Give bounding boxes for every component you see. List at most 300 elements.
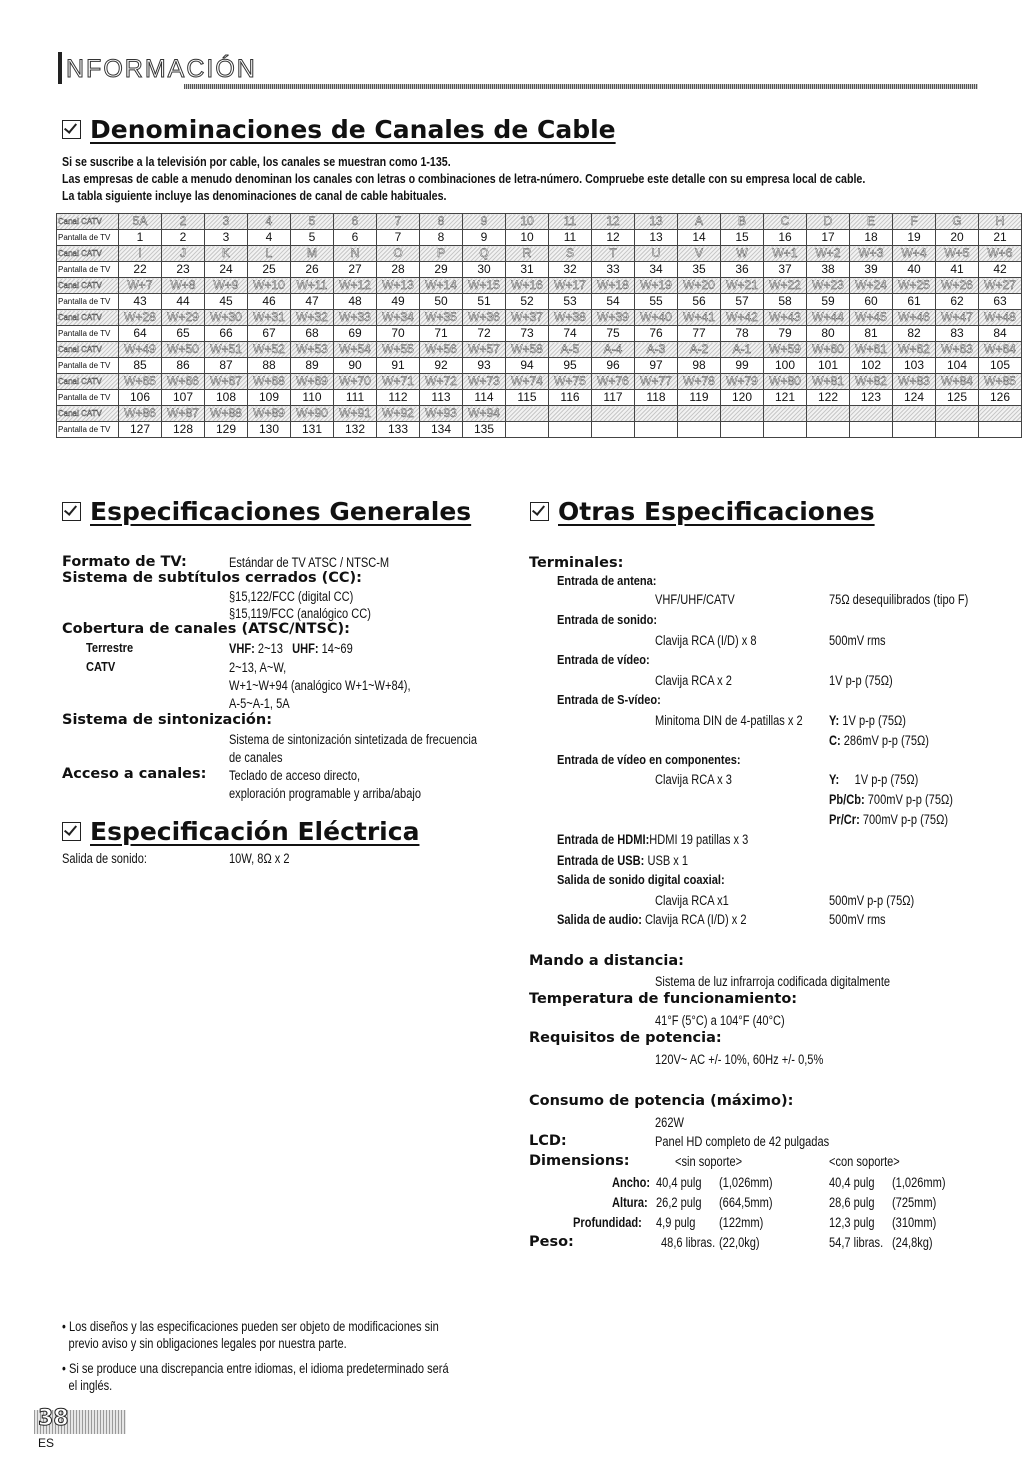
note: • Si se produce una discrepancia entre idiomas, el idioma predeterminado será el inglés. bbox=[62, 1361, 449, 1393]
tv-channel-cell: 65 bbox=[162, 326, 205, 342]
tv-channel-cell: 67 bbox=[248, 326, 291, 342]
catv-channel-cell: A-5 bbox=[549, 342, 592, 358]
tv-channel-cell: 103 bbox=[893, 358, 936, 374]
audio-in-label: Entrada de sonido: bbox=[557, 612, 658, 627]
catv-channel-cell: 9 bbox=[463, 214, 506, 230]
row-label: Pantalla de TV bbox=[57, 294, 119, 310]
catv-channel-cell: W+55 bbox=[377, 342, 420, 358]
tv-channel-cell: 120 bbox=[721, 390, 764, 406]
catv-channel-cell: 2 bbox=[162, 214, 205, 230]
access-value: Teclado de acceso directo, bbox=[229, 768, 361, 783]
catv-channel-cell: W+22 bbox=[764, 278, 807, 294]
tv-channel-cell: 48 bbox=[334, 294, 377, 310]
catv-channel-cell: 5 bbox=[291, 214, 334, 230]
tv-channel-cell bbox=[764, 422, 807, 438]
catv-channel-cell: W+28 bbox=[119, 310, 162, 326]
catv-channel-cell: W+83 bbox=[893, 374, 936, 390]
tv-channel-cell: 58 bbox=[764, 294, 807, 310]
tv-channel-cell: 97 bbox=[635, 358, 678, 374]
catv-channel-cell bbox=[549, 406, 592, 422]
power-req-value: 120V~ AC +/- 10%, 60Hz +/- 0,5% bbox=[655, 1052, 824, 1067]
tv-channel-cell: 79 bbox=[764, 326, 807, 342]
tv-channel-cell: 130 bbox=[248, 422, 291, 438]
catv-channel-cell: W+93 bbox=[420, 406, 463, 422]
tv-channel-cell: 57 bbox=[721, 294, 764, 310]
catv-channel-cell: W+12 bbox=[334, 278, 377, 294]
catv-channel-cell: W+84 bbox=[936, 374, 979, 390]
catv-channel-cell: W+72 bbox=[420, 374, 463, 390]
tv-channel-cell: 69 bbox=[334, 326, 377, 342]
catv-channel-cell: W+10 bbox=[248, 278, 291, 294]
catv-row bbox=[57, 246, 1022, 262]
power-req-label: Requisitos de potencia: bbox=[529, 1030, 722, 1046]
tv-channel-cell: 126 bbox=[979, 390, 1022, 406]
coax-spec: 500mV p-p (75Ω) bbox=[829, 893, 915, 908]
catv-channel-cell: W+65 bbox=[119, 374, 162, 390]
svideo-c: C: 286mV p-p (75Ω) bbox=[829, 733, 929, 748]
catv-channel-cell: O bbox=[377, 246, 420, 262]
tv-channel-cell: 60 bbox=[850, 294, 893, 310]
catv-channel-cell: W+38 bbox=[549, 310, 592, 326]
remote-label: Mando a distancia: bbox=[529, 953, 684, 969]
catv-channel-cell: W+79 bbox=[721, 374, 764, 390]
catv-channel-cell: W+64 bbox=[979, 342, 1022, 358]
tv-channel-cell bbox=[850, 422, 893, 438]
tv-channel-cell: 41 bbox=[936, 262, 979, 278]
tv-channel-cell: 132 bbox=[334, 422, 377, 438]
tv-channel-cell: 100 bbox=[764, 358, 807, 374]
tv-channel-cell: 25 bbox=[248, 262, 291, 278]
tv-channel-cell: 92 bbox=[420, 358, 463, 374]
catv-channel-cell: D bbox=[807, 214, 850, 230]
catv-channel-cell: W+43 bbox=[764, 310, 807, 326]
catv-channel-cell: W+76 bbox=[592, 374, 635, 390]
catv-label: CATV bbox=[86, 659, 116, 674]
catv-channel-cell: W+82 bbox=[850, 374, 893, 390]
catv-channel-cell: M bbox=[291, 246, 334, 262]
catv-channel-cell: W+70 bbox=[334, 374, 377, 390]
catv-channel-cell: I bbox=[119, 246, 162, 262]
header-bar bbox=[58, 52, 62, 84]
catv-channel-cell: W+24 bbox=[850, 278, 893, 294]
tv-channel-cell: 21 bbox=[979, 230, 1022, 246]
catv-channel-cell: 6 bbox=[334, 214, 377, 230]
tv-row bbox=[57, 326, 1022, 342]
catv-channel-cell: W+56 bbox=[420, 342, 463, 358]
tv-channel-cell: 64 bbox=[119, 326, 162, 342]
cc-value: §15,119/FCC (analógico CC) bbox=[229, 606, 371, 621]
tv-channel-cell: 52 bbox=[506, 294, 549, 310]
catv-channel-cell bbox=[635, 406, 678, 422]
tv-channel-cell: 119 bbox=[678, 390, 721, 406]
row-label: Canal CATV bbox=[57, 278, 119, 294]
catv-channel-cell: W+75 bbox=[549, 374, 592, 390]
catv-channel-cell bbox=[979, 406, 1022, 422]
tv-channel-cell: 72 bbox=[463, 326, 506, 342]
tv-channel-cell: 15 bbox=[721, 230, 764, 246]
tv-channel-cell: 125 bbox=[936, 390, 979, 406]
tv-channel-cell bbox=[549, 422, 592, 438]
tv-channel-cell: 53 bbox=[549, 294, 592, 310]
catv-channel-cell: W+59 bbox=[764, 342, 807, 358]
tv-channel-cell: 20 bbox=[936, 230, 979, 246]
catv-channel-cell: F bbox=[893, 214, 936, 230]
catv-channel-cell: 11 bbox=[549, 214, 592, 230]
catv-channel-cell: W+77 bbox=[635, 374, 678, 390]
tv-channel-cell: 106 bbox=[119, 390, 162, 406]
tv-channel-cell: 85 bbox=[119, 358, 162, 374]
catv-channel-cell: W+19 bbox=[635, 278, 678, 294]
catv-channel-cell: A-1 bbox=[721, 342, 764, 358]
catv-channel-cell: W+15 bbox=[463, 278, 506, 294]
tv-channel-cell: 29 bbox=[420, 262, 463, 278]
catv-channel-cell: 10 bbox=[506, 214, 549, 230]
catv-channel-cell: W+62 bbox=[893, 342, 936, 358]
other-heading: Otras Especificaciones bbox=[530, 497, 875, 526]
tv-channel-cell bbox=[635, 422, 678, 438]
catv-channel-cell: W+60 bbox=[807, 342, 850, 358]
intro-line: Si se suscribe a la televisión por cable, los canales se muestran como 1-135. bbox=[62, 154, 451, 169]
tv-channel-cell: 3 bbox=[205, 230, 248, 246]
remote-value: Sistema de luz infrarroja codificada digitalmente bbox=[655, 974, 891, 989]
vhf-uhf-value: VHF: 2~13 UHF: 14~69 bbox=[229, 641, 353, 656]
tv-channel-cell: 129 bbox=[205, 422, 248, 438]
tv-channel-cell: 84 bbox=[979, 326, 1022, 342]
catv-channel-cell: W+68 bbox=[248, 374, 291, 390]
catv-channel-cell: Q bbox=[463, 246, 506, 262]
tv-channel-cell: 113 bbox=[420, 390, 463, 406]
catv-channel-cell bbox=[850, 406, 893, 422]
sound-output-label: Salida de sonido: bbox=[62, 851, 147, 866]
tv-channel-cell: 117 bbox=[592, 390, 635, 406]
catv-channel-cell bbox=[506, 406, 549, 422]
catv-channel-cell: W+27 bbox=[979, 278, 1022, 294]
catv-channel-cell: W+63 bbox=[936, 342, 979, 358]
catv-channel-cell: W+78 bbox=[678, 374, 721, 390]
catv-channel-cell: W+57 bbox=[463, 342, 506, 358]
coax-value: Clavija RCA x1 bbox=[655, 893, 729, 908]
tv-channel-cell bbox=[721, 422, 764, 438]
catv-channel-cell: T bbox=[592, 246, 635, 262]
tv-channel-cell: 66 bbox=[205, 326, 248, 342]
catv-channel-cell: W+34 bbox=[377, 310, 420, 326]
catv-row bbox=[57, 374, 1022, 390]
sound-output-value: 10W, 8Ω x 2 bbox=[229, 851, 290, 866]
antenna-label: Entrada de antena: bbox=[557, 573, 657, 588]
catv-channel-cell: W+46 bbox=[893, 310, 936, 326]
tv-channel-cell: 105 bbox=[979, 358, 1022, 374]
tv-channel-cell: 116 bbox=[549, 390, 592, 406]
tv-channel-cell: 11 bbox=[549, 230, 592, 246]
catv-channel-cell: N bbox=[334, 246, 377, 262]
tv-channel-cell: 76 bbox=[635, 326, 678, 342]
tv-row bbox=[57, 262, 1022, 278]
tv-row bbox=[57, 390, 1022, 406]
row-label: Canal CATV bbox=[57, 246, 119, 262]
catv-channel-cell: A-2 bbox=[678, 342, 721, 358]
catv-channel-cell: J bbox=[162, 246, 205, 262]
catv-channel-cell: W+71 bbox=[377, 374, 420, 390]
height-value: 26,2 pulg bbox=[656, 1195, 702, 1210]
tv-channel-cell: 37 bbox=[764, 262, 807, 278]
video-in-label: Entrada de vídeo: bbox=[557, 652, 650, 667]
tv-row bbox=[57, 422, 1022, 438]
catv-channel-cell: S bbox=[549, 246, 592, 262]
electrical-heading: Especificación Eléctrica bbox=[62, 817, 419, 846]
catv-channel-cell: A-3 bbox=[635, 342, 678, 358]
tv-channel-cell: 88 bbox=[248, 358, 291, 374]
tv-channel-cell: 23 bbox=[162, 262, 205, 278]
catv-channel-cell: W+81 bbox=[807, 374, 850, 390]
catv-channel-cell: W+25 bbox=[893, 278, 936, 294]
catv-channel-cell: W+21 bbox=[721, 278, 764, 294]
catv-channel-cell: W+4 bbox=[893, 246, 936, 262]
svideo-value: Minitoma DIN de 4-patillas x 2 bbox=[655, 713, 803, 728]
catv-channel-cell: 5A bbox=[119, 214, 162, 230]
tv-channel-cell: 114 bbox=[463, 390, 506, 406]
tv-channel-cell: 30 bbox=[463, 262, 506, 278]
tv-channel-cell: 74 bbox=[549, 326, 592, 342]
tv-channel-cell: 122 bbox=[807, 390, 850, 406]
tv-channel-cell: 31 bbox=[506, 262, 549, 278]
lcd-label: LCD: bbox=[529, 1133, 567, 1149]
access-label: Acceso a canales: bbox=[62, 766, 207, 782]
tv-channel-cell: 102 bbox=[850, 358, 893, 374]
catv-channel-cell: P bbox=[420, 246, 463, 262]
tv-channel-cell: 96 bbox=[592, 358, 635, 374]
tv-channel-cell: 12 bbox=[592, 230, 635, 246]
component-pb: Pb/Cb: 700mV p-p (75Ω) bbox=[829, 792, 953, 807]
tv-channel-cell: 71 bbox=[420, 326, 463, 342]
tv-channel-cell: 83 bbox=[936, 326, 979, 342]
catv-channel-cell: W bbox=[721, 246, 764, 262]
tv-channel-cell: 40 bbox=[893, 262, 936, 278]
catv-channel-cell: W+37 bbox=[506, 310, 549, 326]
tv-channel-cell: 39 bbox=[850, 262, 893, 278]
catv-channel-cell bbox=[936, 406, 979, 422]
catv-channel-cell bbox=[764, 406, 807, 422]
width-value: (1,026mm) bbox=[719, 1175, 773, 1190]
tv-channel-cell: 90 bbox=[334, 358, 377, 374]
height-value: 28,6 pulg bbox=[829, 1195, 875, 1210]
weight-label: Peso: bbox=[529, 1234, 574, 1250]
video-in-spec: 1V p-p (75Ω) bbox=[829, 673, 893, 688]
component-y: Y: 1V p-p (75Ω) bbox=[829, 772, 919, 787]
tv-channel-cell: 109 bbox=[248, 390, 291, 406]
tv-channel-cell: 121 bbox=[764, 390, 807, 406]
catv-channel-cell: W+7 bbox=[119, 278, 162, 294]
tuning-value: de canales bbox=[229, 750, 283, 765]
page-number: 38 bbox=[38, 1406, 69, 1431]
tuning-label: Sistema de sintonización: bbox=[62, 712, 272, 728]
tv-channel-cell: 56 bbox=[678, 294, 721, 310]
tv-channel-cell: 54 bbox=[592, 294, 635, 310]
tv-row bbox=[57, 358, 1022, 374]
catv-channel-cell: E bbox=[850, 214, 893, 230]
audio-in-spec: 500mV rms bbox=[829, 633, 886, 648]
tv-channel-cell: 95 bbox=[549, 358, 592, 374]
video-in-value: Clavija RCA x 2 bbox=[655, 673, 732, 688]
catv-channel-cell: W+16 bbox=[506, 278, 549, 294]
row-label: Canal CATV bbox=[57, 214, 119, 230]
catv-channel-cell: W+90 bbox=[291, 406, 334, 422]
with-stand-header: <con soporte> bbox=[829, 1154, 900, 1169]
terminals-label: Terminales: bbox=[529, 555, 624, 571]
tv-channel-cell: 77 bbox=[678, 326, 721, 342]
catv-channel-cell: W+86 bbox=[119, 406, 162, 422]
catv-channel-cell: K bbox=[205, 246, 248, 262]
tv-channel-cell: 34 bbox=[635, 262, 678, 278]
tv-channel-cell: 112 bbox=[377, 390, 420, 406]
audio-in-value: Clavija RCA (I/D) x 8 bbox=[655, 633, 757, 648]
tv-channel-cell: 68 bbox=[291, 326, 334, 342]
tv-channel-cell: 73 bbox=[506, 326, 549, 342]
weight-value: 54,7 libras. bbox=[829, 1235, 884, 1250]
catv-channel-cell bbox=[592, 406, 635, 422]
catv-channel-cell: W+40 bbox=[635, 310, 678, 326]
tv-channel-cell: 81 bbox=[850, 326, 893, 342]
catv-channel-cell: W+14 bbox=[420, 278, 463, 294]
tv-channel-cell: 61 bbox=[893, 294, 936, 310]
catv-channel-cell: W+30 bbox=[205, 310, 248, 326]
tv-channel-cell: 104 bbox=[936, 358, 979, 374]
consumption-label: Consumo de potencia (máximo): bbox=[529, 1093, 794, 1109]
page-language: ES bbox=[38, 1436, 55, 1450]
tv-channel-cell: 80 bbox=[807, 326, 850, 342]
catv-channel-cell: W+89 bbox=[248, 406, 291, 422]
catv-channel-cell: W+9 bbox=[205, 278, 248, 294]
weight-value: 48,6 libras. bbox=[661, 1235, 716, 1250]
tv-channel-cell: 45 bbox=[205, 294, 248, 310]
checkbox-icon bbox=[62, 502, 81, 521]
catv-channel-cell: 3 bbox=[205, 214, 248, 230]
catv-channel-cell: 4 bbox=[248, 214, 291, 230]
tv-channel-cell: 107 bbox=[162, 390, 205, 406]
catv-channel-cell: W+92 bbox=[377, 406, 420, 422]
tv-channel-cell: 93 bbox=[463, 358, 506, 374]
tv-channel-cell bbox=[678, 422, 721, 438]
cc-label: Sistema de subtítulos cerrados (CC): bbox=[62, 570, 362, 586]
tv-channel-cell: 24 bbox=[205, 262, 248, 278]
catv-channel-cell: W+47 bbox=[936, 310, 979, 326]
row-label: Pantalla de TV bbox=[57, 262, 119, 278]
tv-channel-cell: 2 bbox=[162, 230, 205, 246]
tv-channel-cell: 91 bbox=[377, 358, 420, 374]
tv-channel-cell: 26 bbox=[291, 262, 334, 278]
tv-channel-cell: 17 bbox=[807, 230, 850, 246]
catv-row bbox=[57, 406, 1022, 422]
temperature-label: Temperatura de funcionamiento: bbox=[529, 991, 798, 1007]
catv-channel-cell: W+51 bbox=[205, 342, 248, 358]
row-label: Canal CATV bbox=[57, 342, 119, 358]
tv-channel-cell: 38 bbox=[807, 262, 850, 278]
catv-channel-cell: W+11 bbox=[291, 278, 334, 294]
consumption-value: 262W bbox=[655, 1115, 684, 1130]
tv-channel-cell: 98 bbox=[678, 358, 721, 374]
catv-channel-cell: W+23 bbox=[807, 278, 850, 294]
catv-channel-cell: W+91 bbox=[334, 406, 377, 422]
tv-channel-cell: 42 bbox=[979, 262, 1022, 278]
tv-channel-cell: 133 bbox=[377, 422, 420, 438]
antenna-value: VHF/UHF/CATV bbox=[655, 592, 735, 607]
row-label: Pantalla de TV bbox=[57, 326, 119, 342]
tv-channel-cell: 86 bbox=[162, 358, 205, 374]
catv-channel-cell: 13 bbox=[635, 214, 678, 230]
catv-channel-cell: W+13 bbox=[377, 278, 420, 294]
catv-channel-cell: W+1 bbox=[764, 246, 807, 262]
tv-channel-cell: 35 bbox=[678, 262, 721, 278]
catv-channel-cell bbox=[678, 406, 721, 422]
tv-channel-cell bbox=[979, 422, 1022, 438]
catv-channel-cell: W+45 bbox=[850, 310, 893, 326]
cable-section-heading: Denominaciones de Canales de Cable bbox=[62, 115, 616, 144]
height-label: Altura: bbox=[612, 1195, 648, 1210]
access-value: exploración programable y arriba/abajo bbox=[229, 786, 421, 801]
tv-channel-cell: 82 bbox=[893, 326, 936, 342]
catv-channel-cell: W+6 bbox=[979, 246, 1022, 262]
depth-value: (122mm) bbox=[719, 1215, 764, 1230]
tv-channel-cell: 22 bbox=[119, 262, 162, 278]
coverage-label: Cobertura de canales (ATSC/NTSC): bbox=[62, 621, 350, 637]
checkbox-icon bbox=[62, 120, 81, 139]
catv-channel-cell: W+53 bbox=[291, 342, 334, 358]
tv-channel-cell: 63 bbox=[979, 294, 1022, 310]
catv-row bbox=[57, 310, 1022, 326]
checkbox-icon bbox=[530, 502, 549, 521]
catv-channel-cell: W+18 bbox=[592, 278, 635, 294]
tv-channel-cell: 118 bbox=[635, 390, 678, 406]
channel-table bbox=[56, 213, 1022, 438]
tv-channel-cell: 131 bbox=[291, 422, 334, 438]
row-label: Pantalla de TV bbox=[57, 390, 119, 406]
catv-channel-cell: U bbox=[635, 246, 678, 262]
width-value: (1,026mm) bbox=[892, 1175, 946, 1190]
checkbox-icon bbox=[62, 822, 81, 841]
tv-channel-cell bbox=[893, 422, 936, 438]
tv-channel-cell: 10 bbox=[506, 230, 549, 246]
tv-channel-cell: 50 bbox=[420, 294, 463, 310]
width-value: 40,4 pulg bbox=[829, 1175, 875, 1190]
antenna-spec: 75Ω desequilibrados (tipo F) bbox=[829, 592, 969, 607]
weight-value: (24,8kg) bbox=[892, 1235, 933, 1250]
tv-channel-cell: 89 bbox=[291, 358, 334, 374]
terrestre-label: Terrestre bbox=[86, 640, 134, 655]
usb-line: Entrada de USB: USB x 1 bbox=[557, 853, 689, 868]
tv-channel-cell: 62 bbox=[936, 294, 979, 310]
tv-channel-cell: 70 bbox=[377, 326, 420, 342]
catv-channel-cell: W+88 bbox=[205, 406, 248, 422]
catv-channel-cell: W+33 bbox=[334, 310, 377, 326]
intro-line: La tabla siguiente incluye las denominaciones de canal de cable habituales. bbox=[62, 188, 447, 203]
catv-value: 2~13, A~W, bbox=[229, 660, 287, 675]
catv-channel-cell: W+50 bbox=[162, 342, 205, 358]
lcd-value: Panel HD completo de 42 pulgadas bbox=[655, 1134, 830, 1149]
catv-channel-cell: W+39 bbox=[592, 310, 635, 326]
tv-channel-cell: 6 bbox=[334, 230, 377, 246]
tv-channel-cell: 94 bbox=[506, 358, 549, 374]
catv-channel-cell: W+48 bbox=[979, 310, 1022, 326]
tv-channel-cell: 5 bbox=[291, 230, 334, 246]
row-label: Pantalla de TV bbox=[57, 358, 119, 374]
tv-channel-cell: 115 bbox=[506, 390, 549, 406]
page-title: NFORMACIÓN bbox=[66, 55, 257, 83]
tv-channel-cell: 134 bbox=[420, 422, 463, 438]
depth-value: (310mm) bbox=[892, 1215, 937, 1230]
catv-channel-cell bbox=[893, 406, 936, 422]
catv-channel-cell: W+26 bbox=[936, 278, 979, 294]
catv-channel-cell: H bbox=[979, 214, 1022, 230]
catv-channel-cell: W+42 bbox=[721, 310, 764, 326]
